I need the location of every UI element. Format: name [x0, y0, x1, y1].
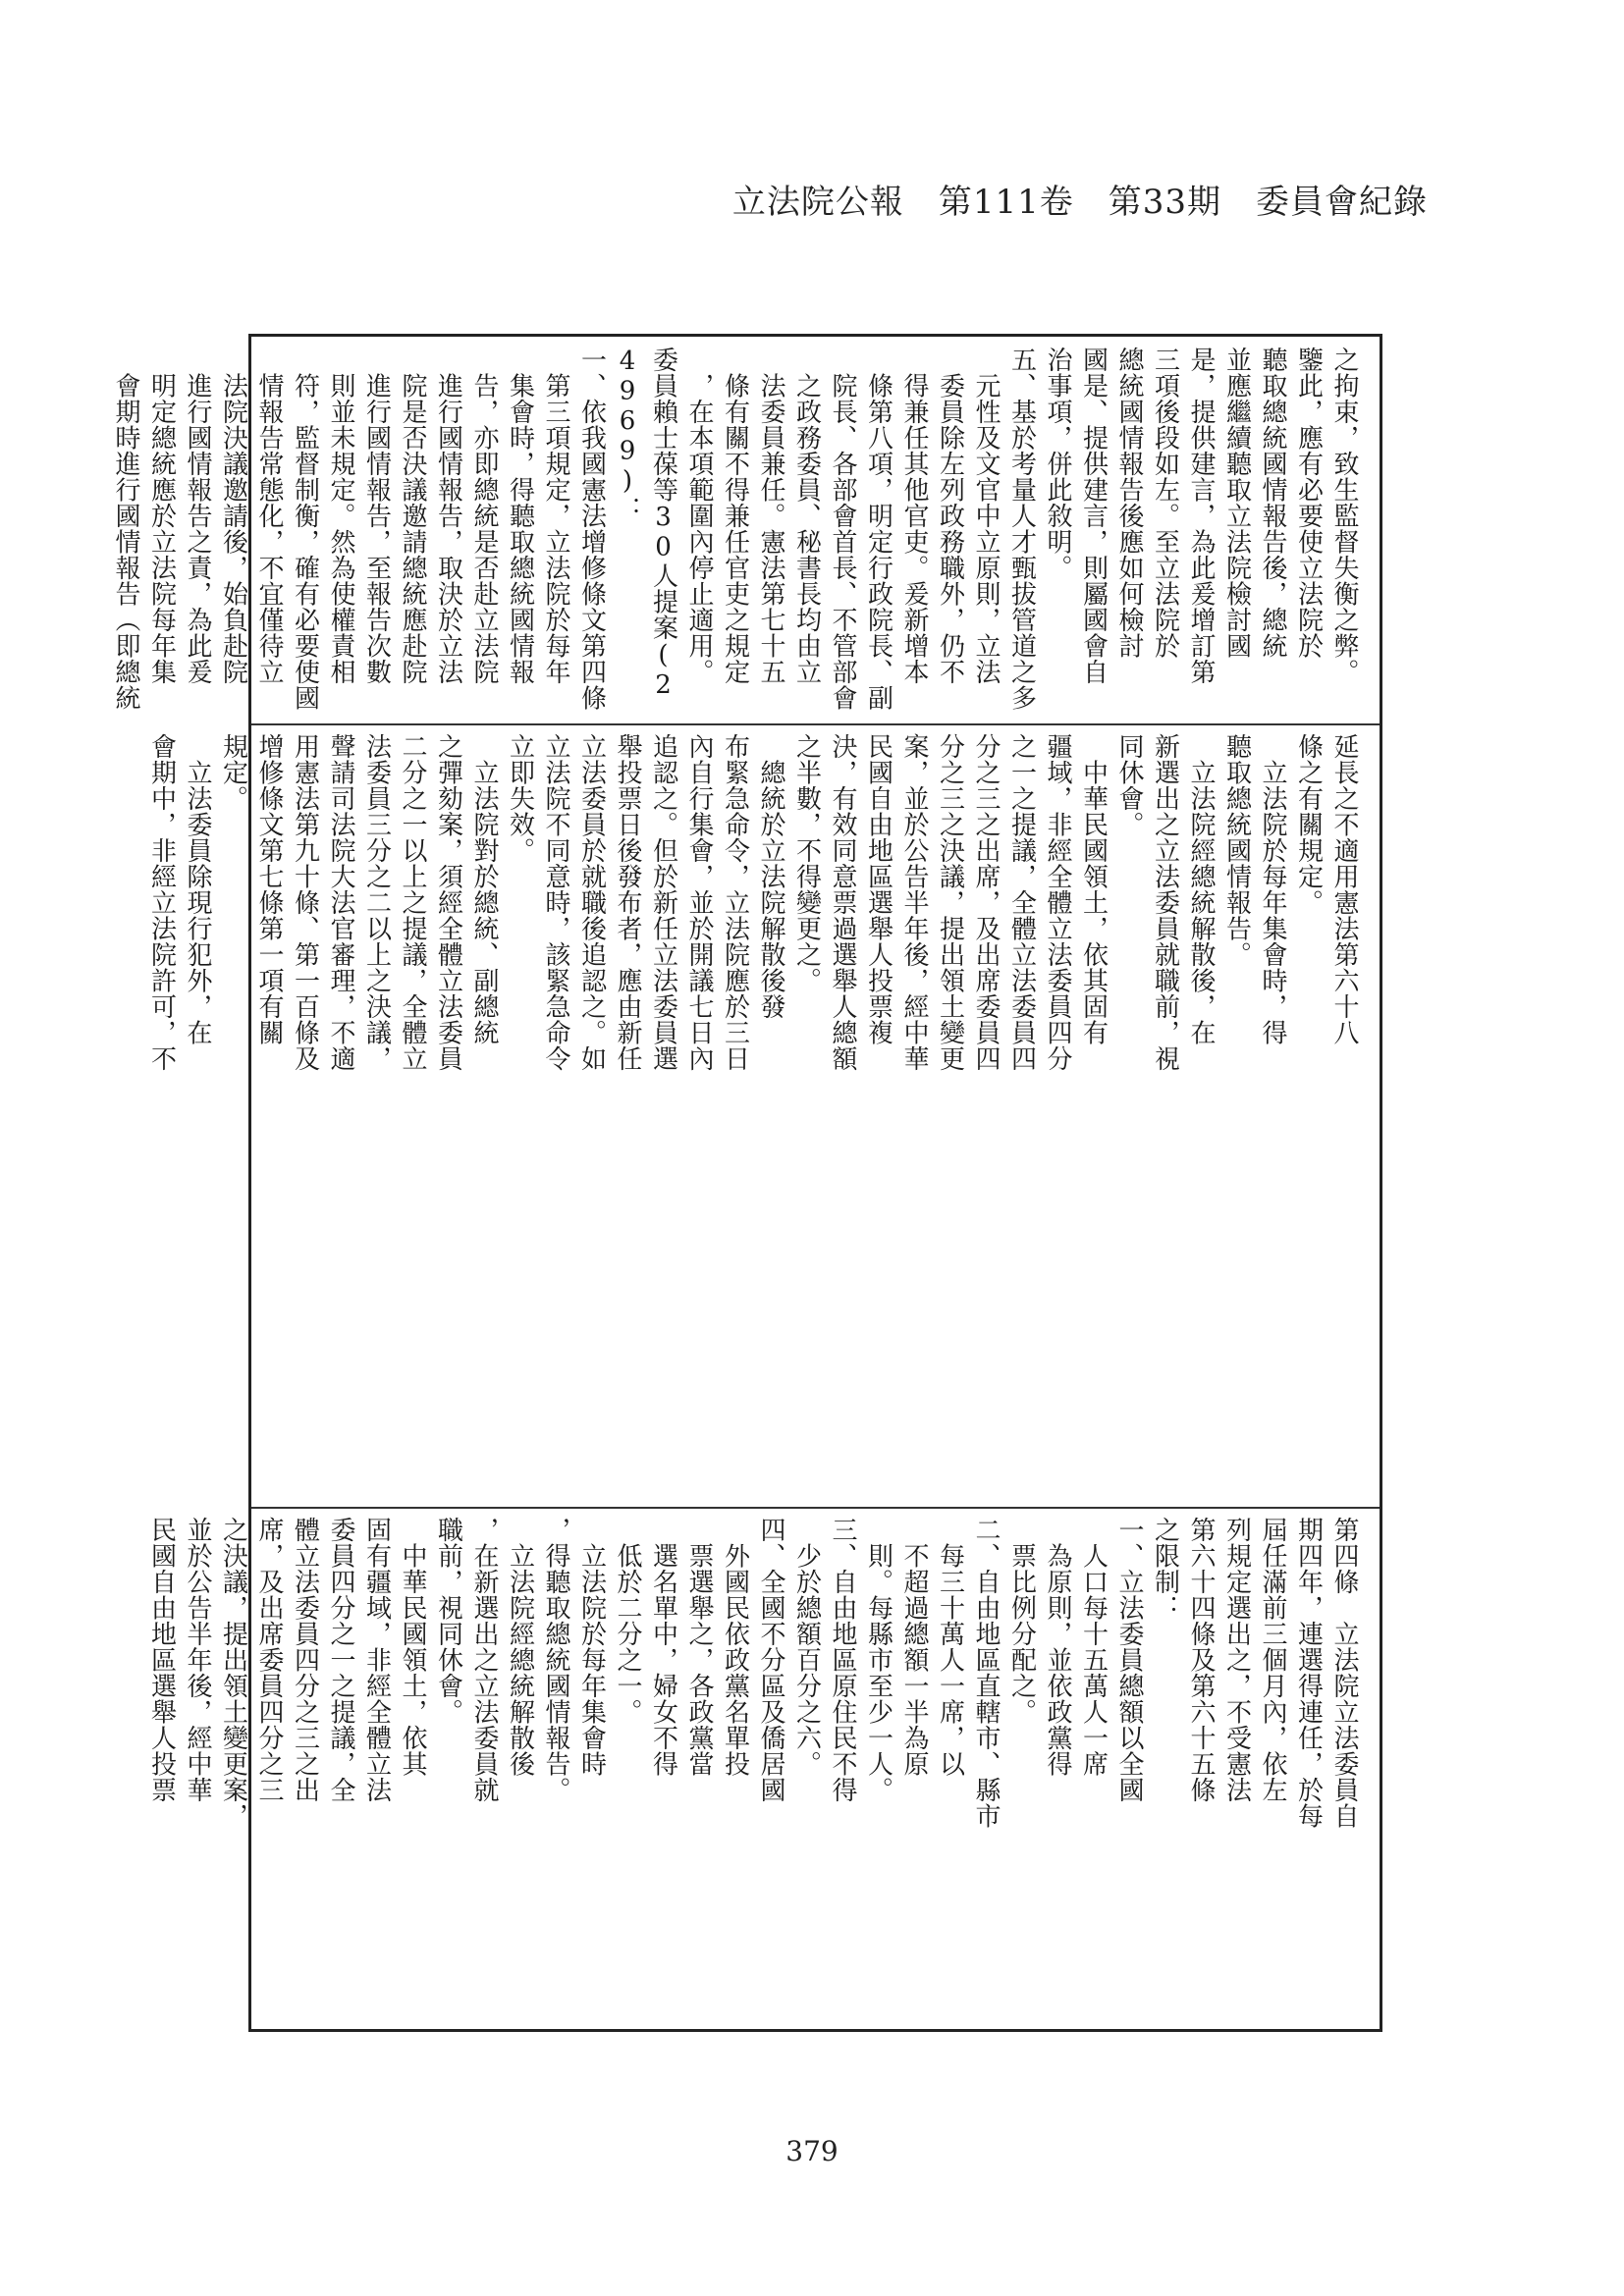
notes-text-line: 治事項，併此敘明。: [1043, 347, 1072, 581]
revised-text-line: 外國民依政黨名單投: [720, 1517, 750, 1777]
current-text-line: 舉投票日後發布者，應由新任: [613, 733, 642, 1072]
revised-text-line: 每三十萬人一席，以: [935, 1517, 965, 1777]
current-text-line: 立法院不同意時，該緊急命令: [541, 733, 570, 1072]
revised-text-line: 期四年，連選得連任，於每: [1293, 1517, 1324, 1829]
revised-text-line: ，在新選出之立法委員就: [469, 1517, 499, 1803]
revised-text-line: 低於二分之一。: [613, 1517, 642, 1725]
notes-text-line: 進行國情報告，至報告次數: [361, 347, 392, 685]
revised-text-line: 立法院經總統解散後: [505, 1517, 535, 1777]
notes-text-line: 一、依我國憲法增修條文第四條: [576, 347, 607, 711]
current-text-line: 疆域，非經全體立法委員四分: [1043, 733, 1072, 1072]
notes-text-line: 進行國情報告之責，為此爰: [183, 347, 212, 685]
revised-text-line: 為原則，並依政黨得: [1043, 1517, 1072, 1777]
current-text-line: 立法院於每年集會時，得: [1258, 733, 1287, 1045]
page-number: 379: [785, 2135, 839, 2167]
notes-text-line: 委員除左列政務職外，仍不: [935, 347, 965, 685]
current-text-line: 條之有關規定。: [1293, 733, 1324, 916]
notes-text-line: 總統國情報告後應如何檢討: [1114, 347, 1144, 659]
current-text-line: 之一之提議，全體立法委員四: [1006, 733, 1037, 1072]
comparison-table: [111, 334, 1382, 2032]
notes-text-line: 院長、各部會首長、不管部會: [828, 347, 857, 711]
revised-text-line: 固有疆域，非經全體立法: [361, 1517, 392, 1803]
revised-text-line: 列規定選出之，不受憲法: [1221, 1517, 1252, 1803]
current-text-line: 法委員三分之二以上之決議，: [361, 733, 392, 1072]
notes-text-line: 之政務委員、秘書長均由立: [791, 347, 822, 685]
notes-text-line: 之拘束，致生監督失衡之弊。: [1329, 347, 1359, 685]
revised-text-line: 之限制：: [1150, 1517, 1180, 1621]
notes-text-line: 條有關不得兼任官吏之規定: [720, 347, 750, 685]
current-text-line: 聲請司法院大法官審理，不適: [326, 733, 355, 1072]
revised-text-line: 不超過總額一半為原: [899, 1517, 929, 1777]
current-text-line: 增修條文第七條第一項有關: [254, 733, 284, 1045]
notes-text-line: 告，亦即總統是否赴立法院: [469, 347, 499, 685]
notes-column: [111, 337, 1380, 723]
revised-text-line: 委員四分之一之提議，全: [326, 1517, 355, 1803]
current-text-line: 之彈劾案，須經全體立法委員: [433, 733, 463, 1072]
revised-text-line: 票比例分配之。: [1006, 1517, 1037, 1725]
current-text-line: 立法委員於就職後追認之。如: [576, 733, 607, 1072]
notes-text-line: 並應繼續聽取立法院檢討國: [1221, 347, 1252, 659]
revised-text-line: 少於總額百分之六。: [791, 1517, 822, 1777]
revised-text-line: 屆任滿前三個月內，依左: [1258, 1517, 1287, 1803]
current-text-line: 立法院經總統解散後，在: [1186, 733, 1216, 1045]
notes-text-line: 五、基於考量人才甄拔管道之多: [1006, 347, 1037, 711]
current-text-line: 新選出之立法委員就職前，視: [1150, 733, 1180, 1072]
page-header: 立法院公報 第111卷 第33期 委員會紀錄: [731, 183, 1428, 222]
current-text-line: 二分之一以上之提議，全體立: [398, 733, 427, 1072]
notes-text-line: 國是、提供建言，則屬國會自: [1078, 347, 1109, 685]
current-text-line: 分之三之決議，提出領土變更: [935, 733, 965, 1072]
current-text-line: 同休會。: [1114, 733, 1144, 837]
notes-text-line: 得兼任其他官吏。爰新增本: [899, 347, 929, 685]
revised-text-line: 人口每十五萬人一席: [1078, 1517, 1109, 1777]
revised-text-line: 則。每縣市至少一人。: [863, 1517, 893, 1803]
current-text-line: 民國自由地區選舉人投票複: [863, 733, 893, 1045]
notes-text-line: 進行國情報告，取決於立法: [433, 347, 463, 685]
notes-text-line: 則並未規定。然為使權責相: [326, 347, 355, 685]
current-text-line: 總統於立法院解散後發: [756, 733, 785, 1020]
revised-text-line: 一、立法委員總額以全國: [1114, 1517, 1144, 1803]
current-text-line: 追認之。但於新任立法委員選: [648, 733, 678, 1072]
revised-text-line: 第六十四條及第六十五條: [1186, 1517, 1216, 1803]
revised-text-line: 民國自由地區選舉人投票: [146, 1517, 177, 1803]
current-text-line: 立即失效。: [505, 733, 535, 864]
revised-text-line: 選名單中，婦女不得: [648, 1517, 678, 1777]
notes-text-line: 條第八項，明定行政院長、副: [863, 347, 893, 711]
revised-text-line: 票選舉之，各政黨當: [684, 1517, 714, 1777]
current-text-line: 立法院對於總統、副總統: [469, 733, 499, 1045]
current-text-line: 立法委員除現行犯外，在: [183, 733, 212, 1045]
revised-text-line: 職前，視同休會。: [433, 1517, 463, 1725]
notes-text-line: 元性及文官中立原則，立法: [971, 347, 1001, 685]
notes-text-line: ，在本項範圍內停止適用。: [684, 347, 714, 685]
notes-text-line: 第三項規定，立法院於每年: [541, 347, 570, 685]
current-text-line: 決，有效同意票過選舉人總額: [828, 733, 857, 1072]
current-text-line: 中華民國領土，依其固有: [1078, 733, 1109, 1045]
current-text-line: 會期中，非經立法院許可，不: [146, 733, 177, 1072]
notes-text-line: 委員賴士葆等30人提案(24969)：: [613, 347, 678, 701]
revised-text-line: 四、全國不分區及僑居國: [756, 1517, 785, 1803]
revised-text-line: 席，及出席委員四分之三: [254, 1517, 284, 1803]
current-text-line: 分之三之出席，及出席委員四: [971, 733, 1001, 1072]
current-text-line: 案，並於公告半年後，經中華: [899, 733, 929, 1072]
notes-text-line: 是，提供建言，為此爰增訂第: [1186, 347, 1216, 685]
current-text-line: 內自行集會，並於開議七日內: [684, 733, 714, 1072]
notes-text-line: 鑒此，應有必要使立法院於: [1293, 347, 1324, 659]
notes-text-line: 會期時進行國情報告（即總統: [111, 347, 140, 711]
revised-provisions-column: [146, 1507, 1380, 2035]
notes-text-line: 院是否決議邀請總統應赴院: [398, 347, 427, 685]
revised-text-line: 二、自由地區直轄市、縣市: [971, 1517, 1001, 1829]
revised-text-line: 體立法委員四分之三之出: [290, 1517, 320, 1803]
revised-text-line: 三、自由地區原住民不得: [828, 1517, 857, 1803]
current-text-line: 用憲法第九十條、第一百條及: [290, 733, 320, 1072]
notes-text-line: 法院決議邀請後，始負赴院: [218, 347, 248, 685]
current-provisions-column: [146, 723, 1380, 1507]
revised-text-line: 並於公告半年後，經中華: [183, 1517, 212, 1803]
notes-text-line: 明定總統應於立法院每年集: [146, 347, 177, 685]
revised-text-line: 中華民國領土，依其: [398, 1517, 427, 1777]
revised-text-line: 第四條 立法院立法委員自: [1329, 1517, 1359, 1829]
notes-text-line: 法委員兼任。憲法第七十五: [756, 347, 785, 685]
revised-text-line: 立法院於每年集會時: [576, 1517, 607, 1777]
revised-text-line: 之決議，提出領土變更案，: [218, 1517, 248, 1829]
notes-text-line: 聽取總統國情報告後，總統: [1258, 347, 1287, 659]
notes-text-line: 符，監督制衡，確有必要使國: [290, 347, 320, 711]
notes-text-line: 情報告常態化，不宜僅待立: [254, 347, 284, 685]
current-text-line: 之半數，不得變更之。: [791, 733, 822, 993]
notes-text-line: 集會時，得聽取總統國情報: [505, 347, 535, 685]
current-text-line: 布緊急命令，立法院應於三日: [720, 733, 750, 1072]
current-text-line: 延長之不適用憲法第六十八: [1329, 733, 1359, 1045]
notes-text-line: 三項後段如左。至立法院於: [1150, 347, 1180, 659]
revised-text-line: ，得聽取總統國情報告。: [541, 1517, 570, 1803]
current-text-line: 聽取總統國情報告。: [1221, 733, 1252, 968]
current-text-line: 規定。: [218, 733, 248, 812]
